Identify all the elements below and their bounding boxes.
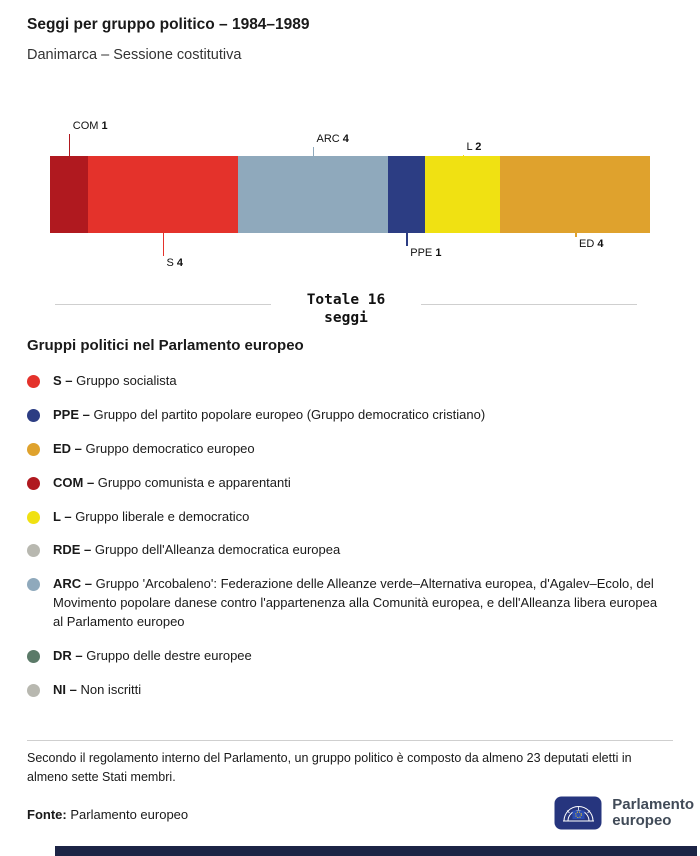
source-value: Parlamento europeo [70,807,189,822]
legend-heading: Gruppi politici nel Parlamento europeo [27,337,304,355]
legend-item-abbr: COM – [53,474,95,490]
legend-item [27,508,663,527]
bar-segment-s [88,156,238,233]
callout-line-s [163,233,165,256]
total-rule-right [421,304,637,327]
legend-item-abbr: L – [53,508,72,524]
legend-item [27,406,663,425]
legend-item-abbr: ED – [53,440,82,456]
legend-item [27,440,663,459]
legend-item-name: Gruppo comunista e apparentanti [97,474,291,490]
legend-item-name: Gruppo dell'Alleanza democratica europea [94,542,341,558]
legend-item-abbr: NI – [53,681,77,697]
legend-color-dot [27,511,40,524]
legend-item-name: Gruppo socialista [76,373,177,389]
bar-segment-ed [500,156,650,233]
stacked-bar [50,156,650,233]
legend-item-abbr: S – [53,373,73,389]
legend-item-name: Non iscritti [80,681,142,697]
footer-divider [27,740,673,741]
legend-item [27,541,663,560]
bar-label-l: L 2 [466,141,482,153]
ep-logo [554,796,694,830]
bar-segment-arc [238,156,388,233]
bar-label-s: S 4 [166,257,184,269]
legend-item [27,474,663,493]
legend-color-dot [27,477,40,490]
legend-color-dot [27,544,40,557]
callout-line-l [463,155,465,157]
bar-segment-l [425,156,500,233]
bar-segment-ppe [388,156,426,233]
legend-item-name: Gruppo delle destre europee [86,647,252,663]
source-label: Fonte: [27,807,67,822]
bar-label-com: COM 1 [72,120,108,132]
source-row [27,796,694,830]
total-seats-label: Totale 16 seggi [306,292,386,327]
legend-color-dot [27,375,40,388]
legend-color-dot [27,650,40,663]
legend-item-name: Gruppo del partito popolare europeo (Gruppo democratico cristiano) [93,407,486,423]
callout-line-ed [575,233,577,237]
legend-color-dot [27,578,40,591]
total-row [55,291,637,327]
legend-list [27,372,673,699]
legend-item-name: Gruppo 'Arcobaleno': Federazione delle Alleanze verde–Alternativa europea, d'Agalev–Ecolo, del Movimento popolare danese contro l'appartenenza alla Comunità europea, e dell'Alleanza libera europea al Parlamento europeo [53,576,658,629]
bar-segment-com [50,156,88,233]
legend-item-abbr: PPE – [53,407,90,423]
legend-item-abbr: ARC – [53,576,93,592]
legend-item-name: Gruppo democratico europeo [85,440,255,456]
ep-hemicycle-icon [554,796,602,830]
legend-item [27,647,663,666]
legend-item-abbr: DR – [53,647,83,663]
legend-item [27,681,663,700]
bar-label-arc: ARC 4 [316,133,349,145]
legend-item-abbr: RDE – [53,542,92,558]
legend-color-dot [27,684,40,697]
callout-line-com [69,134,71,156]
legend-color-dot [27,409,40,422]
callout-line-arc [313,147,315,156]
bar-label-ed: ED 4 [579,238,604,250]
page-subtitle: Danimarca – Sessione costitutiva [27,47,242,63]
legend-item [27,372,663,391]
legend-item [27,575,663,632]
seats-chart [50,101,650,279]
total-rule-left [55,304,271,327]
source-line [27,807,188,822]
bottom-accent-strip [55,846,697,856]
legend-item-name: Gruppo liberale e democratico [75,508,250,524]
ep-logo-text: Parlamento europeo [612,795,694,829]
legend-color-dot [27,443,40,456]
callout-line-ppe [406,233,408,246]
footnote: Secondo il regolamento interno del Parlamento, un gruppo politico è composto da almeno 23 deputati eletti in almeno sette Stati membri. [27,751,632,785]
bar-label-ppe: PPE 1 [410,247,442,259]
page-title: Seggi per gruppo politico – 1984–1989 [27,16,310,33]
